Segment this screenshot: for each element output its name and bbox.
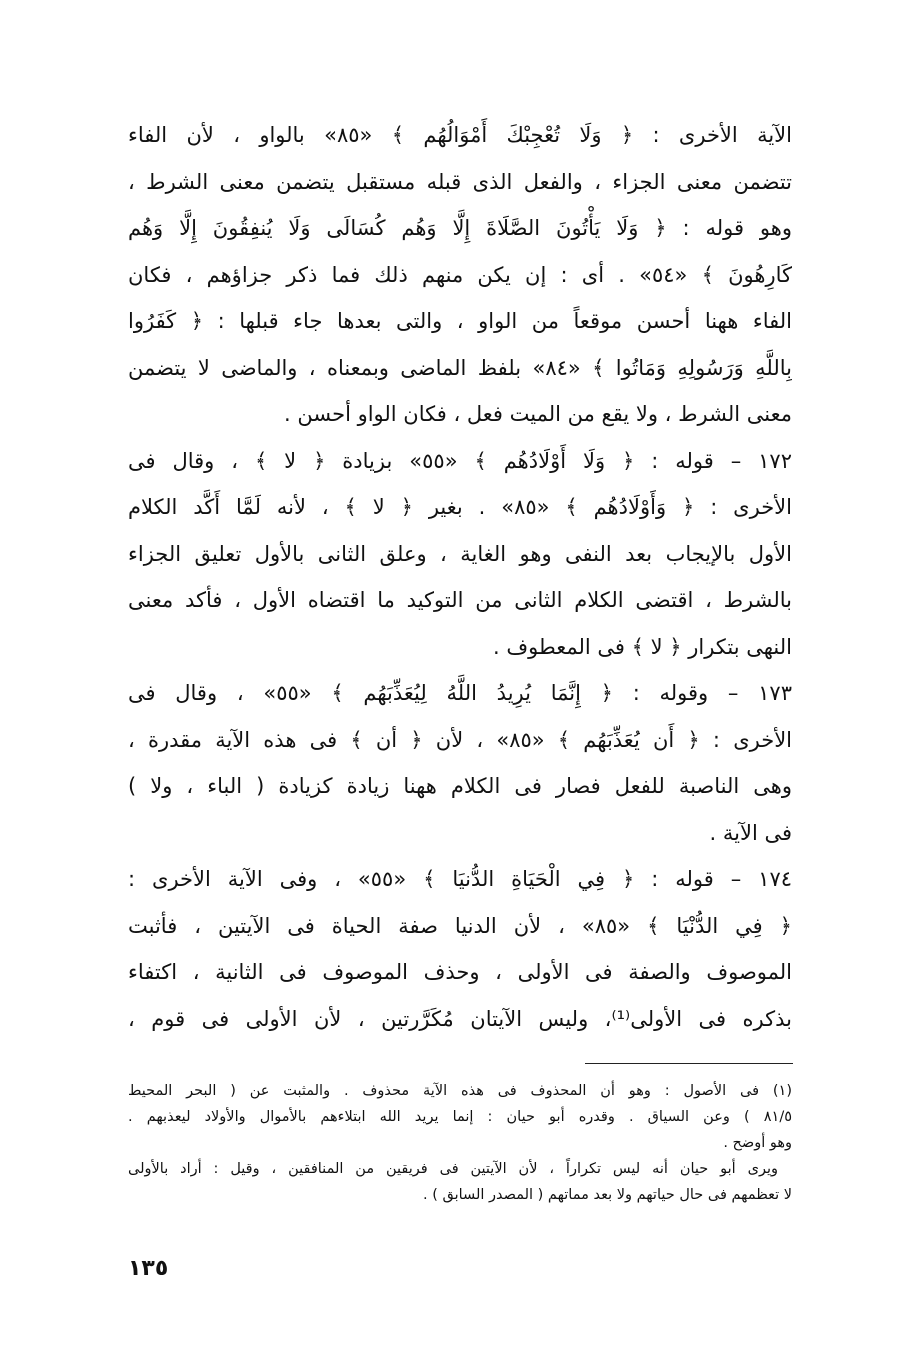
text-line: ١٧٤ – قوله : ﴿ فِي الْحَيَاةِ الدُّنيَا ﴾ «٥٥» ، وفى الآية الأخرى : bbox=[128, 867, 792, 891]
text-line: معنى الشرط ، ولا يقع من الميت فعل ، فكان الواو أحسن . bbox=[284, 402, 792, 426]
text-line: الأخرى : ﴿ أَن يُعَذِّبَهُم ﴾ «٨٥» ، لأن ﴿ أن ﴾ فى هذه الآية مقدرة ، bbox=[128, 727, 792, 752]
text-line: النهى بتكرار ﴿ لا ﴾ فى المعطوف . bbox=[493, 634, 792, 659]
text-line: ١٧٣ – وقوله : ﴿ إِنَّمَا يُرِيدُ اللَّهُ لِيُعَذِّبَهُم ﴾ «٥٥» ، وقال فى bbox=[128, 681, 792, 705]
text-line: بذكره فى الأولى⁽¹⁾، وليس الآيتان مُكَرَّرتين ، لأن الأولى فى قوم ، bbox=[128, 1006, 792, 1031]
footnotes bbox=[128, 1078, 792, 1208]
paragraph-173 bbox=[128, 670, 792, 856]
footnote-line: (١) فى الأصول : وهو أن المحذوف فى هذه الآية محذوف . والمثبت عن ( البحر المحيط bbox=[128, 1083, 792, 1099]
text-line: الموصوف والصفة فى الأولى ، وحذف الموصوف فى الثانية ، اكتفاء bbox=[128, 960, 792, 984]
text-line: بِاللَّهِ وَرَسُولِهِ وَمَاتُوا ﴾ «٨٤» بلفظ الماضى وبمعناه ، والماضى لا يتضمن bbox=[128, 355, 792, 380]
text-line: وهو قوله : ﴿ وَلَا يَأْتُونَ الصَّلَاةَ إِلَّا وَهُم كُسَالَى وَلَا يُنفِقُونَ إِلَّا وَهُم bbox=[128, 216, 792, 240]
text-line: ﴿ فِي الدُّنْيَا ﴾ «٨٥» ، لأن الدنيا صفة الحياة فى الآيتين ، فأثبت bbox=[128, 913, 792, 938]
text-line: تتضمن معنى الجزاء ، والفعل الذى قبله مستقبل يتضمن معنى الشرط ، bbox=[128, 169, 792, 194]
text-line: وهى الناصبة للفعل فصار فى الكلام ههنا زيادة كزيادة ( الباء ، ولا ) bbox=[128, 774, 792, 798]
paragraph-1 bbox=[128, 112, 792, 438]
footnote-line: ويرى أبو حيان أنه ليس تكراراً ، لأن الآيتين فى فريقين من المنافقين ، وقيل : أراد بالأولى bbox=[128, 1161, 778, 1177]
text-line: الأخرى : ﴿ وَأَوْلَادُهُم ﴾ «٨٥» . بغير ﴿ لا ﴾ ، لأنه لَمَّا أَكَّد الكلام bbox=[128, 495, 792, 519]
main-text bbox=[128, 112, 792, 1042]
text-line: الأول بالإيجاب بعد النفى وهو الغاية ، وعلق الثانى بالأول تعليق الجزاء bbox=[128, 541, 792, 566]
paragraph-174 bbox=[128, 856, 792, 1042]
text-line: الفاء ههنا أحسن موقعاً من الواو ، والتى بعدها جاء قبلها : ﴿ كَفَرُوا bbox=[128, 309, 792, 333]
text-line: بالشرط ، اقتضى الكلام الثانى من التوكيد ما اقتضاه الأول ، فأكد معنى bbox=[128, 588, 792, 612]
footnote-line: وهو أوضح . bbox=[723, 1135, 792, 1151]
text-line: فى الآية . bbox=[709, 820, 792, 845]
footnote-line: لا تعظمهم فى حال حياتهم ولا بعد مماتهم ( المصدر السابق ) . bbox=[423, 1187, 792, 1203]
page-number: ١٣٥ bbox=[128, 1256, 169, 1281]
text-line: ١٧٢ – قوله : ﴿ وَلَا أَوْلَادُهُم ﴾ «٥٥» بزيادة ﴿ لا ﴾ ، وقال فى bbox=[128, 448, 792, 473]
footnote-line: ٨١/٥ ) وعن السياق . وقدره أبو حيان : إنما يريد الله ابتلاءهم بالأموال والأولاد ليعذبهم . bbox=[128, 1109, 792, 1125]
text-line: كَارِهُونَ ﴾ «٥٤» . أى : إن يكن منهم ذلك فما ذكر جزاؤهم ، فكان bbox=[128, 262, 792, 287]
footnote-separator bbox=[585, 1063, 793, 1064]
text-line: الآية الأخرى : ﴿ وَلَا تُعْجِبْكَ أَمْوَالُهُم ﴾ «٨٥» بالواو ، لأن الفاء bbox=[128, 123, 792, 147]
paragraph-172 bbox=[128, 438, 792, 671]
